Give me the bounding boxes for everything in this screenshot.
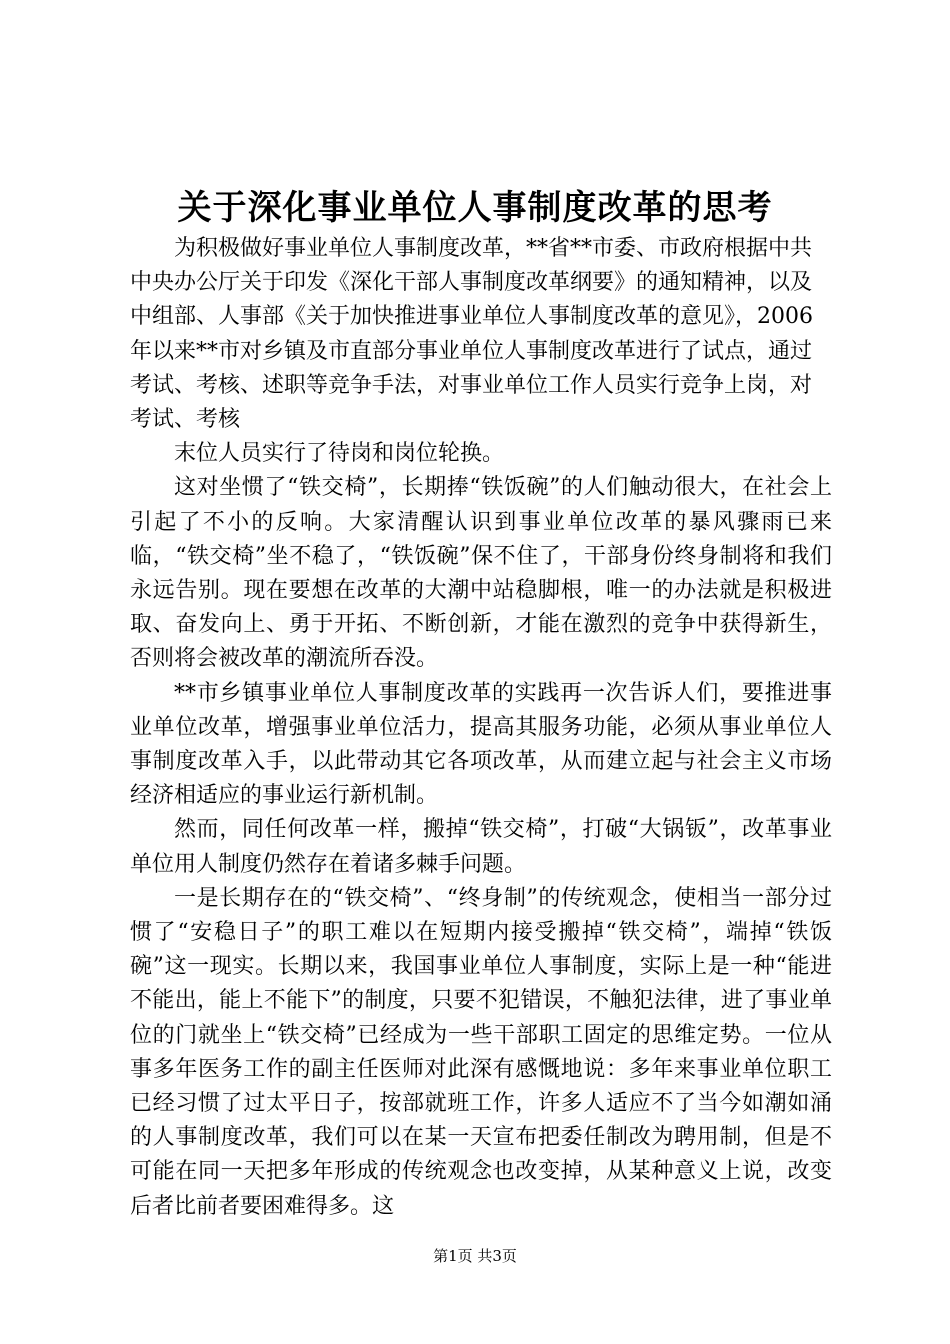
document-body <box>130 232 832 1224</box>
paragraph: 一是长期存在的“铁交椅”、“终身制”的传统观念，使相当一部分过惯了“安稳日子”的职工难以在短期内接受搬掉“铁交椅”，端掉“铁饭碗”这一现实。长期以来，我国事业单位人事制度，实际上是一种“能进不能出，能上不能下”的制度，只要不犯错误，不触犯法律，进了事业单位的门就坐上“铁交椅”已经成为一些干部职工固定的思维定势。一位从事多年医务工作的副主任医师对此深有感慨地说：多年来事业单位职工已经习惯了过太平日子，按部就班工作，许多人适应不了当今如潮如涌的人事制度改革，我们可以在某一天宣布把委任制改为聘用制，但是不可能在同一天把多年形成的传统观念也改变掉，从某种意义上说，改变后者比前者要困难得多。这 <box>130 885 832 1219</box>
paragraph: 然而，同任何改革一样，搬掉“铁交椅”，打破“大锅钣”，改革事业单位用人制度仍然存在着诸多棘手问题。 <box>130 817 832 877</box>
paragraph: **市乡镇事业单位人事制度改革的实践再一次告诉人们，要推进事业单位改革，增强事业单位活力，提高其服务功能，必须从事业单位人事制度改革入手，以此带动其它各项改革，从而建立起与社会主义市场经济相适应的事业运行新机制。 <box>130 680 832 809</box>
page-number-footer: 第1页 共3页 <box>433 1247 517 1265</box>
paragraph: 这对坐惯了“铁交椅”，长期捧“铁饭碗”的人们触动很大，在社会上引起了不小的反响。大家清醒认识到事业单位改革的暴风骤雨已来临，“铁交椅”坐不稳了，“铁饭碗”保不住了，干部身份终身制将和我们永远告别。现在要想在改革的大潮中站稳脚根，唯一的办法就是积极进取、奋发向上、勇于开拓、不断创新，才能在激烈的竞争中获得新生，否则将会被改革的潮流所吞没。 <box>130 475 832 672</box>
paragraph: 为积极做好事业单位人事制度改革，**省**市委、市政府根据中共中央办公厅关于印发《深化干部人事制度改革纲要》的通知精神，以及中组部、人事部《关于加快推进事业单位人事制度改革的意见》，2006年以来**市对乡镇及市直部分事业单位人事制度改革进行了试点，通过考试、考核、述职等竞争手法，对事业单位工作人员实行竞争上岗，对考试、考核 <box>130 236 813 433</box>
paragraph: 末位人员实行了待岗和岗位轮换。 <box>174 441 505 467</box>
document-title: 关于深化事业单位人事制度改革的思考 <box>177 188 773 228</box>
